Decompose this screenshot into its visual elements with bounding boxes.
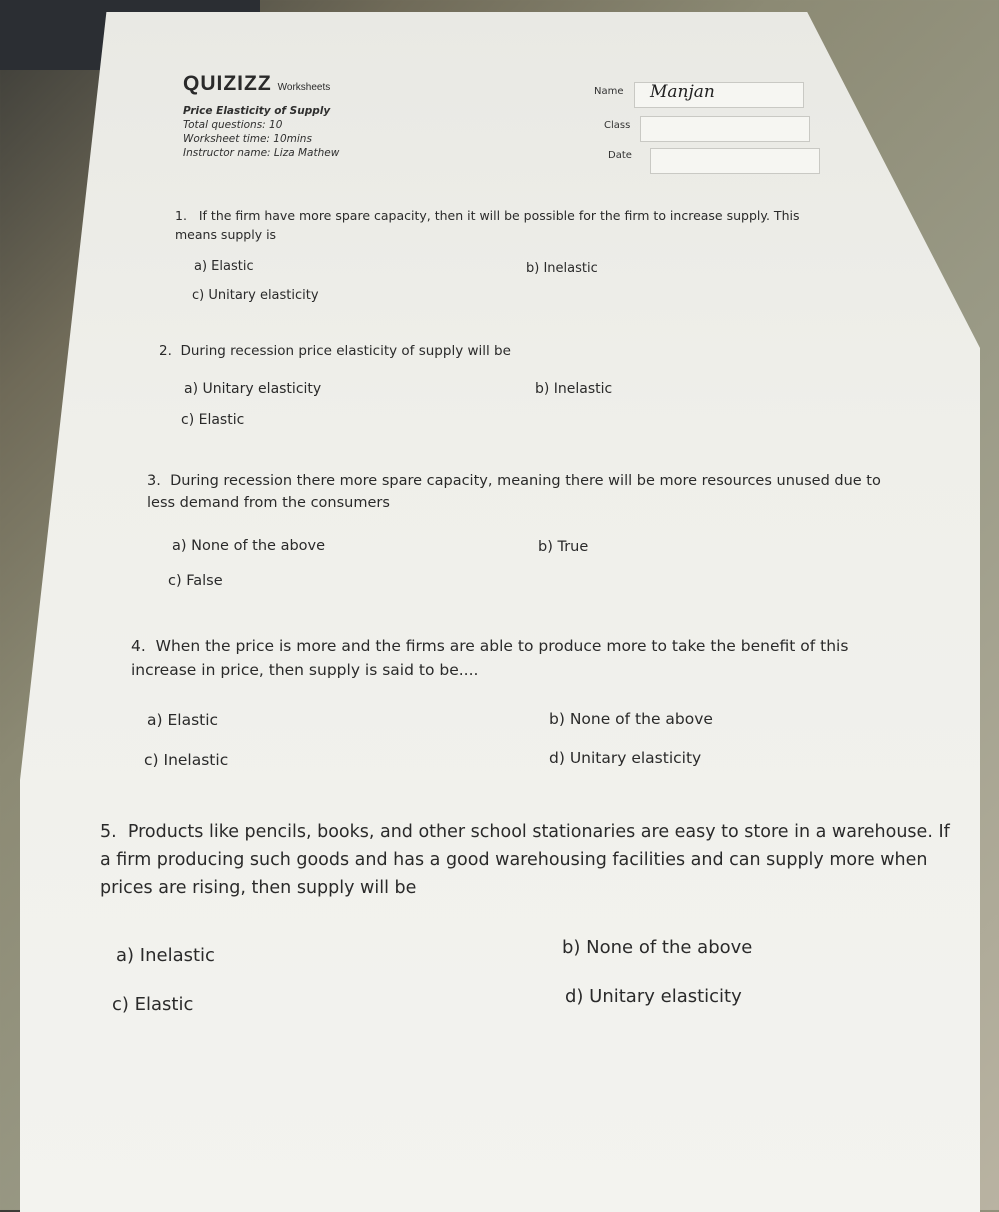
question-1 (175, 206, 835, 245)
q3-option-b[interactable]: b) True (538, 539, 589, 555)
worksheet-header (183, 72, 339, 160)
date-label: Date (608, 150, 632, 161)
worksheet-meta (183, 104, 339, 160)
worksheet-page (20, 12, 980, 1212)
q5-option-c[interactable]: c) Elastic (112, 994, 194, 1015)
name-signature: Manjan (650, 82, 715, 102)
q1-option-b[interactable]: b) Inelastic (526, 261, 598, 276)
question-number: 2. (159, 343, 172, 359)
quizizz-logo (183, 72, 339, 96)
q3-option-c[interactable]: c) False (168, 573, 223, 589)
brand-suffix: Worksheets (277, 82, 331, 93)
question-number: 1. (175, 208, 187, 223)
q3-option-a[interactable]: a) None of the above (172, 538, 326, 554)
q4-option-d[interactable]: d) Unitary elasticity (549, 749, 702, 767)
question-text: During recession there more spare capacity, meaning there will be more resources unused due to less demand from the consumers (147, 473, 881, 512)
question-number: 3. (147, 473, 161, 489)
question-2 (159, 341, 759, 362)
q4-option-c[interactable]: c) Inelastic (144, 751, 229, 769)
question-text: If the firm have more spare capacity, then it will be possible for the firm to increase supply. This means supply is (175, 208, 800, 243)
q5-option-d[interactable]: d) Unitary elasticity (565, 986, 742, 1007)
q5-option-a[interactable]: a) Inelastic (116, 945, 215, 966)
worksheet-title: Price Elasticity of Supply (183, 105, 331, 117)
q4-option-b[interactable]: b) None of the above (549, 710, 713, 728)
question-4 (131, 634, 866, 682)
brand-name: QUIZIZZ (183, 72, 272, 95)
question-text: Products like pencils, books, and other school stationaries are easy to store in a warehouse. If a firm producing such goods and has a good warehousing facilities and can supply more when prices are rising, then supply will be (100, 822, 950, 898)
total-questions: Total questions: 10 (183, 119, 283, 131)
class-field[interactable] (640, 116, 810, 142)
worksheet-time: Worksheet time: 10mins (183, 133, 312, 145)
class-label: Class (604, 120, 631, 131)
question-number: 4. (131, 637, 146, 655)
q1-option-a[interactable]: a) Elastic (194, 259, 254, 274)
q1-option-c[interactable]: c) Unitary elasticity (192, 288, 319, 303)
q5-option-b[interactable]: b) None of the above (562, 937, 753, 958)
instructor-name: Instructor name: Liza Mathew (183, 147, 340, 159)
question-3 (147, 470, 882, 515)
question-number: 5. (100, 822, 117, 842)
q2-option-c[interactable]: c) Elastic (181, 412, 245, 428)
q2-option-b[interactable]: b) Inelastic (535, 381, 613, 397)
name-label: Name (594, 86, 624, 97)
q4-option-a[interactable]: a) Elastic (147, 711, 219, 729)
question-text: During recession price elasticity of supply will be (180, 343, 511, 359)
question-5 (100, 818, 955, 902)
q2-option-a[interactable]: a) Unitary elasticity (184, 381, 322, 397)
question-text: When the price is more and the firms are able to produce more to take the benefit of this increase in price, then supply is said to be.... (131, 637, 849, 680)
date-field[interactable] (650, 148, 820, 174)
